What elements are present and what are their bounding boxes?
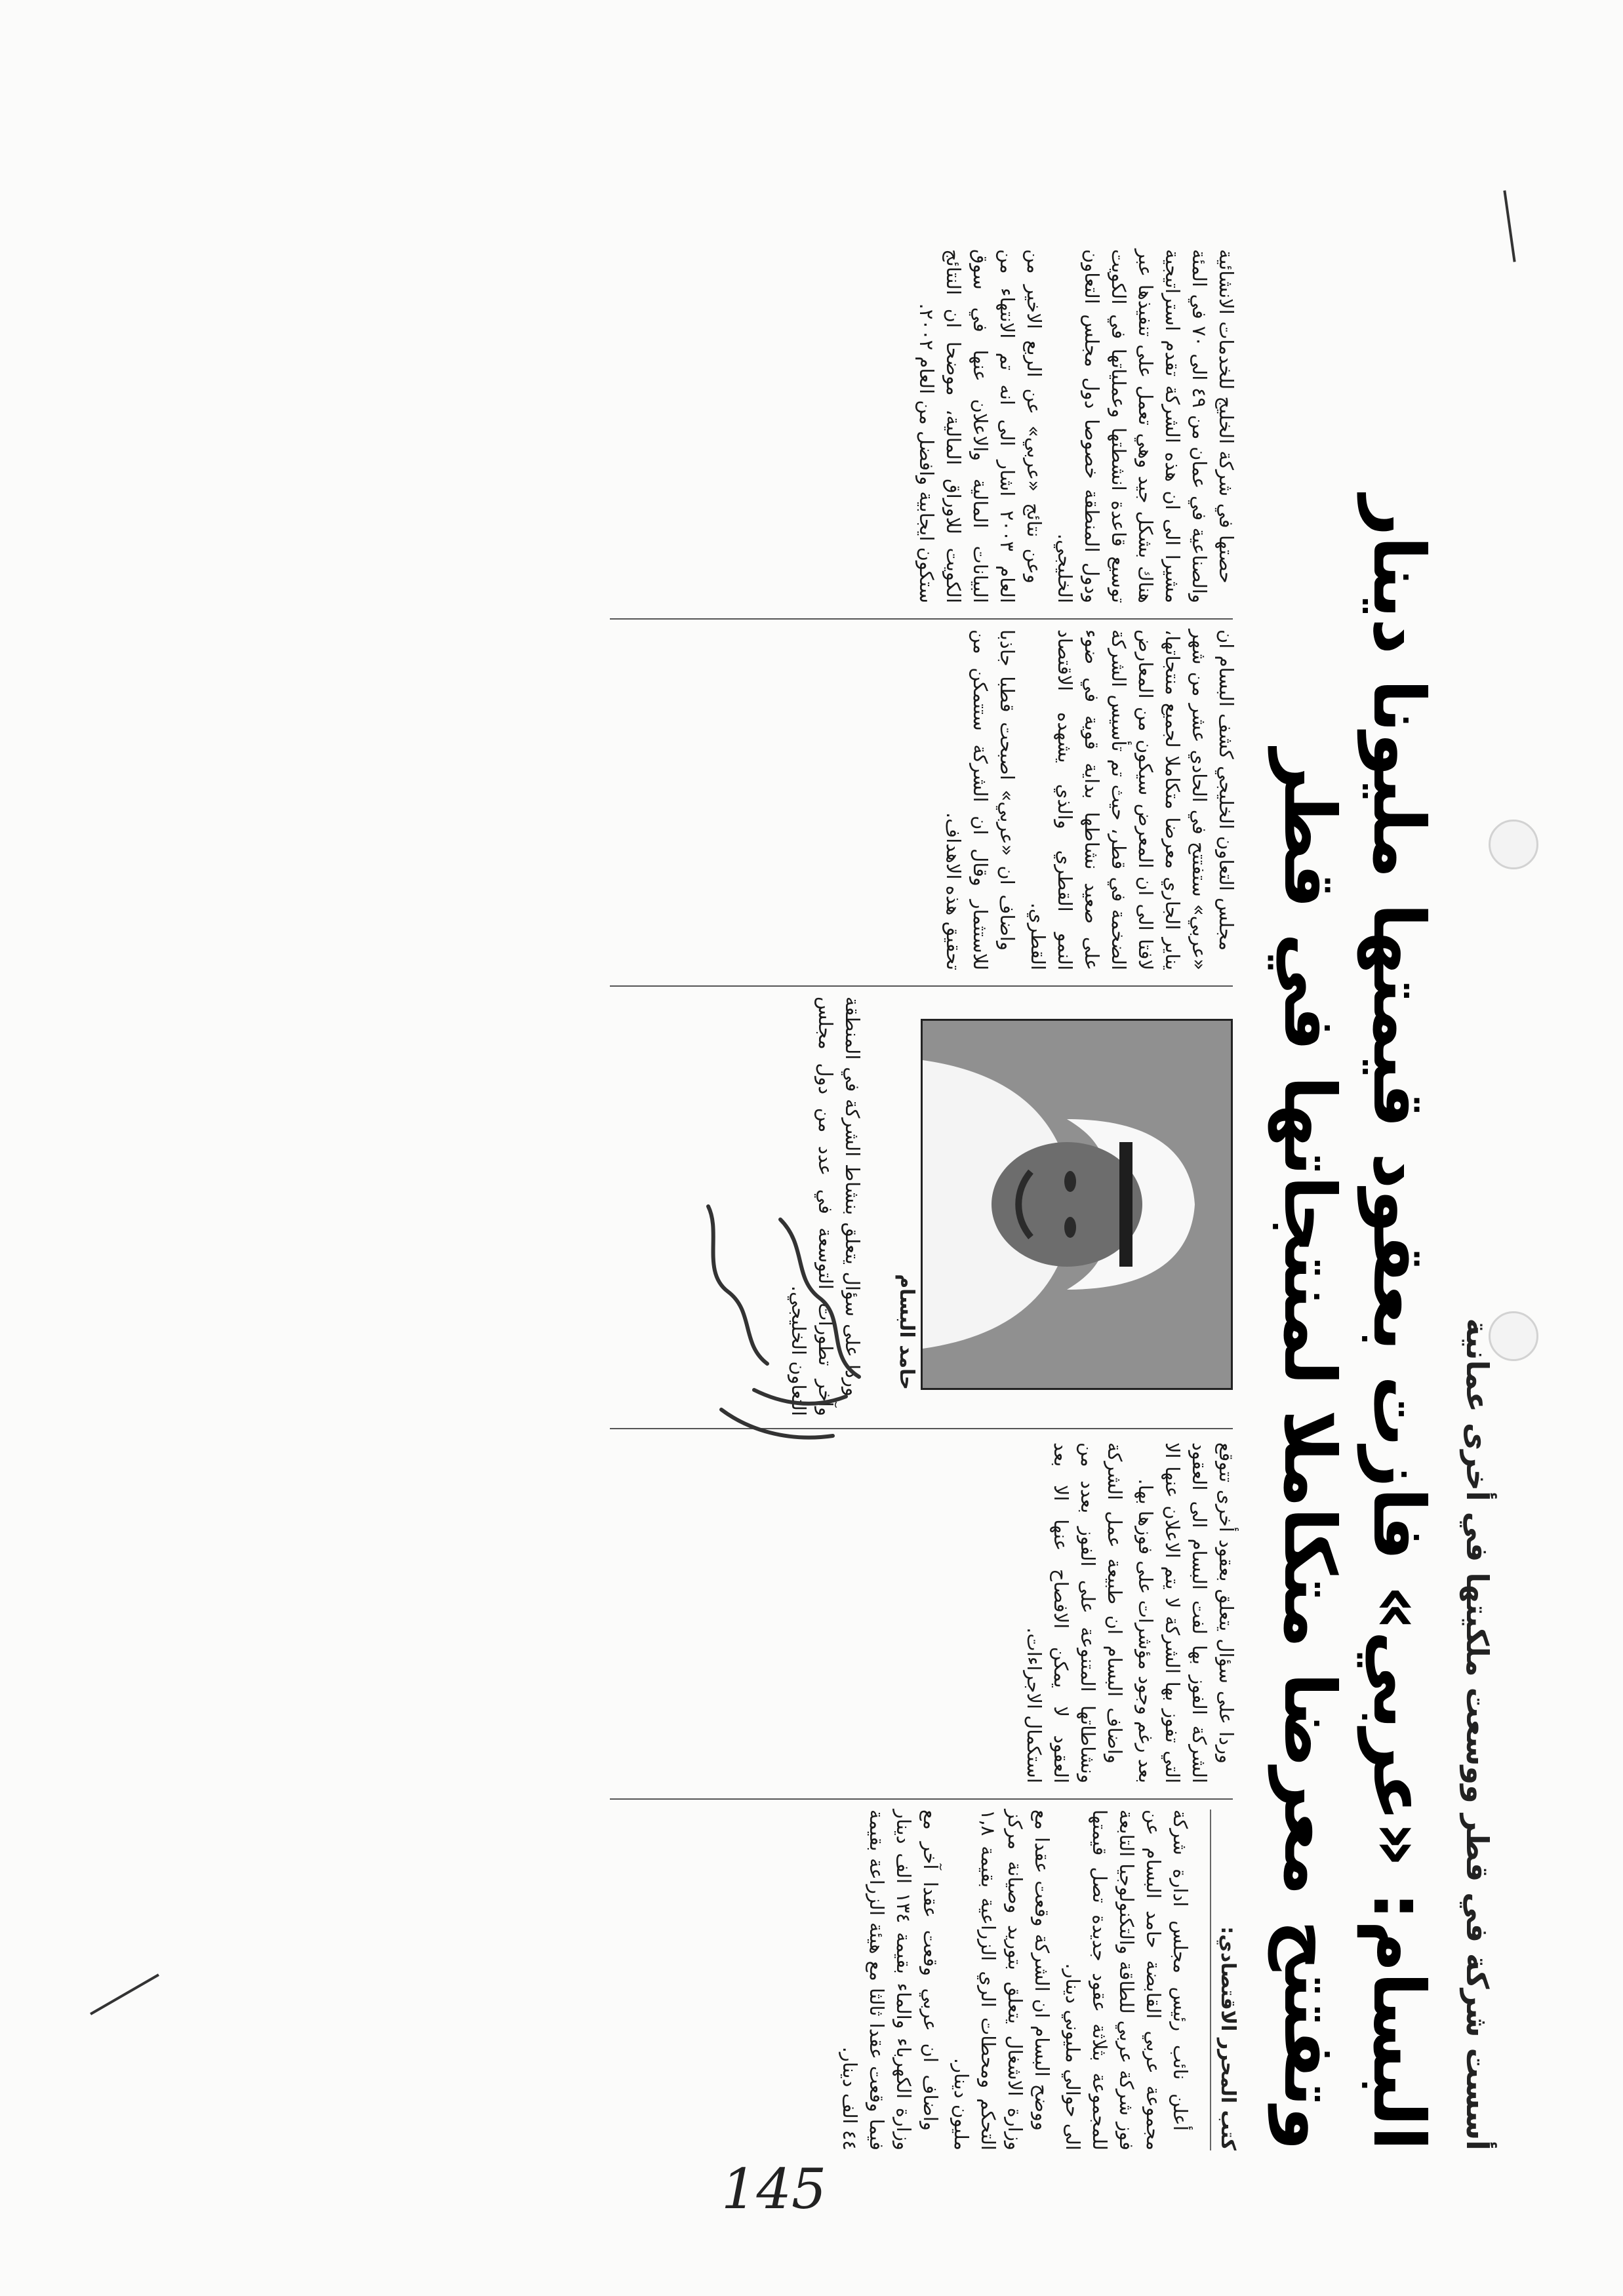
article-column-2	[603, 1442, 1239, 1783]
article-column-1	[603, 1810, 1193, 2150]
column-5-paragraph: وعن نتائج «عربي» عن الربع الاخير من العام ٢٠٠٣ اشار الى انه تم الانتهاء من البيانات المالية والاعلان عنها في سوق الكويت للاوراق المالية، موضحا ان النتائج ستكون ايجابية وافضل من العام ٢٠٠٢.	[915, 249, 1045, 603]
article-kicker: أسست شركة في قطر ووسعت ملكيتها في أخرى عمانية	[1460, 1318, 1495, 2150]
margin-mark-left	[90, 1973, 159, 2015]
column-3-paragraph: وردا على سؤال يتعلق بنشاط الشركة في المنطقة وآخر تطورات التوسعة في عدد من دول مجلس التعاون الخليجي.	[788, 997, 864, 1416]
article-column-4	[603, 629, 1239, 970]
column-1-paragraph: ووضح البسام ان الشركة وقعت عقدا مع وزارة الاشغال يتعلق بتوريد وصيانة مركز التحكم ومحطات الري الزراعية بقيمة ١,٨ مليون دينار.	[950, 1810, 1053, 2150]
column-4-paragraph: واضاف ان «عربي» اصبحت قطبا جاذبا للاستثمار وقال ان الشركة ستتمكن من تحقيق هذه الاهداف.	[942, 629, 1018, 970]
column-rule-4	[610, 618, 1233, 620]
article-headline	[1264, 249, 1443, 2150]
column-4-paragraph: مجلس التعاون الخليجي كشف البسام ان «عربي» ستفتتح في الحادي عشر من شهر يناير الجاري معرضا متكاملا لجميع منتجاتها، لافتا الى ان المعرض سيكون من المعارض الضخمة في قطر، حيث تم تأسيس الشركة على صعيد نشاطها بداية قوية في ضوء النمو القطري والذي يشهده الاقتصاد القطري.	[1027, 629, 1237, 970]
column-5-paragraph: حصتها في شركة الخليج للخدمات الانشائية والصناعية في عمان من ٤٩ الى ٧٠ في المئة مشيرا الى ان هذه الشركة تقدم استراتيجية هناك بشكل جيد وهي تعمل على تنفيذها عبر توسيع قاعدة انشطتها وعملياتها في الكويت ودول المنطقة خصوصا دول مجلس التعاون الخليجي.	[1054, 249, 1237, 603]
column-rule-3	[610, 985, 1233, 987]
photo-caption: حامد البسام	[895, 1274, 918, 1390]
page-number: 145	[721, 2157, 827, 2221]
column-2-paragraph: واضاف البسام ان طبيعة عمل الشركة ونشاطاتها المتنوعة على الفوز بعدد من العقود لا يمكن الافصاح عنها الا بعد استكمال الاجراءات.	[1023, 1442, 1126, 1783]
article-column-5	[603, 249, 1239, 603]
handwritten-signature	[682, 1193, 918, 1455]
portrait-photo	[921, 1019, 1233, 1390]
portrait-figure	[923, 1021, 1231, 1388]
column-1-paragraph: أعلن نائب رئيس مجلس ادارة شركة مجموعة عربي القابضة حامد البسام عن فوز شركة عربي للطاقة والتكنولوجيا التابعة للمجموعة بثلاثة عقود جديدة تصل قيمتها الى حوالي مليوني دينار.	[1062, 1810, 1192, 2150]
column-1-paragraph: واضاف ان عربي وقعت عقدا آخر مع وزارة الكهرباء والماء بقيمة ١٣٤ الف دينار فيما وقعت عقدا ثالثا مع هيئة الزراعة بقيمة ٤٤ الف دينار.	[839, 1810, 942, 2150]
article-byline: كتب المحرر الاقتصادي:	[1210, 1810, 1239, 2150]
column-rule-1	[610, 1798, 1233, 1800]
headline-line-2: وتفتتح معرضا متكاملا لمنتجاتها في قطر	[1268, 749, 1350, 2150]
headline-line-1: البسام: «عربي» فازت بعقود قيمتها مليونا دينار	[1357, 495, 1439, 2150]
column-2-paragraph: وردا على سؤال يتعلق بعقود أخرى تتوقع الشركة الفوز بها لفت البسام الى العقود التي تفوز بها الشركة لا يتم الاعلان عنها الا بعد رغم وجود مؤشرات على فوزها بها.	[1134, 1442, 1237, 1783]
